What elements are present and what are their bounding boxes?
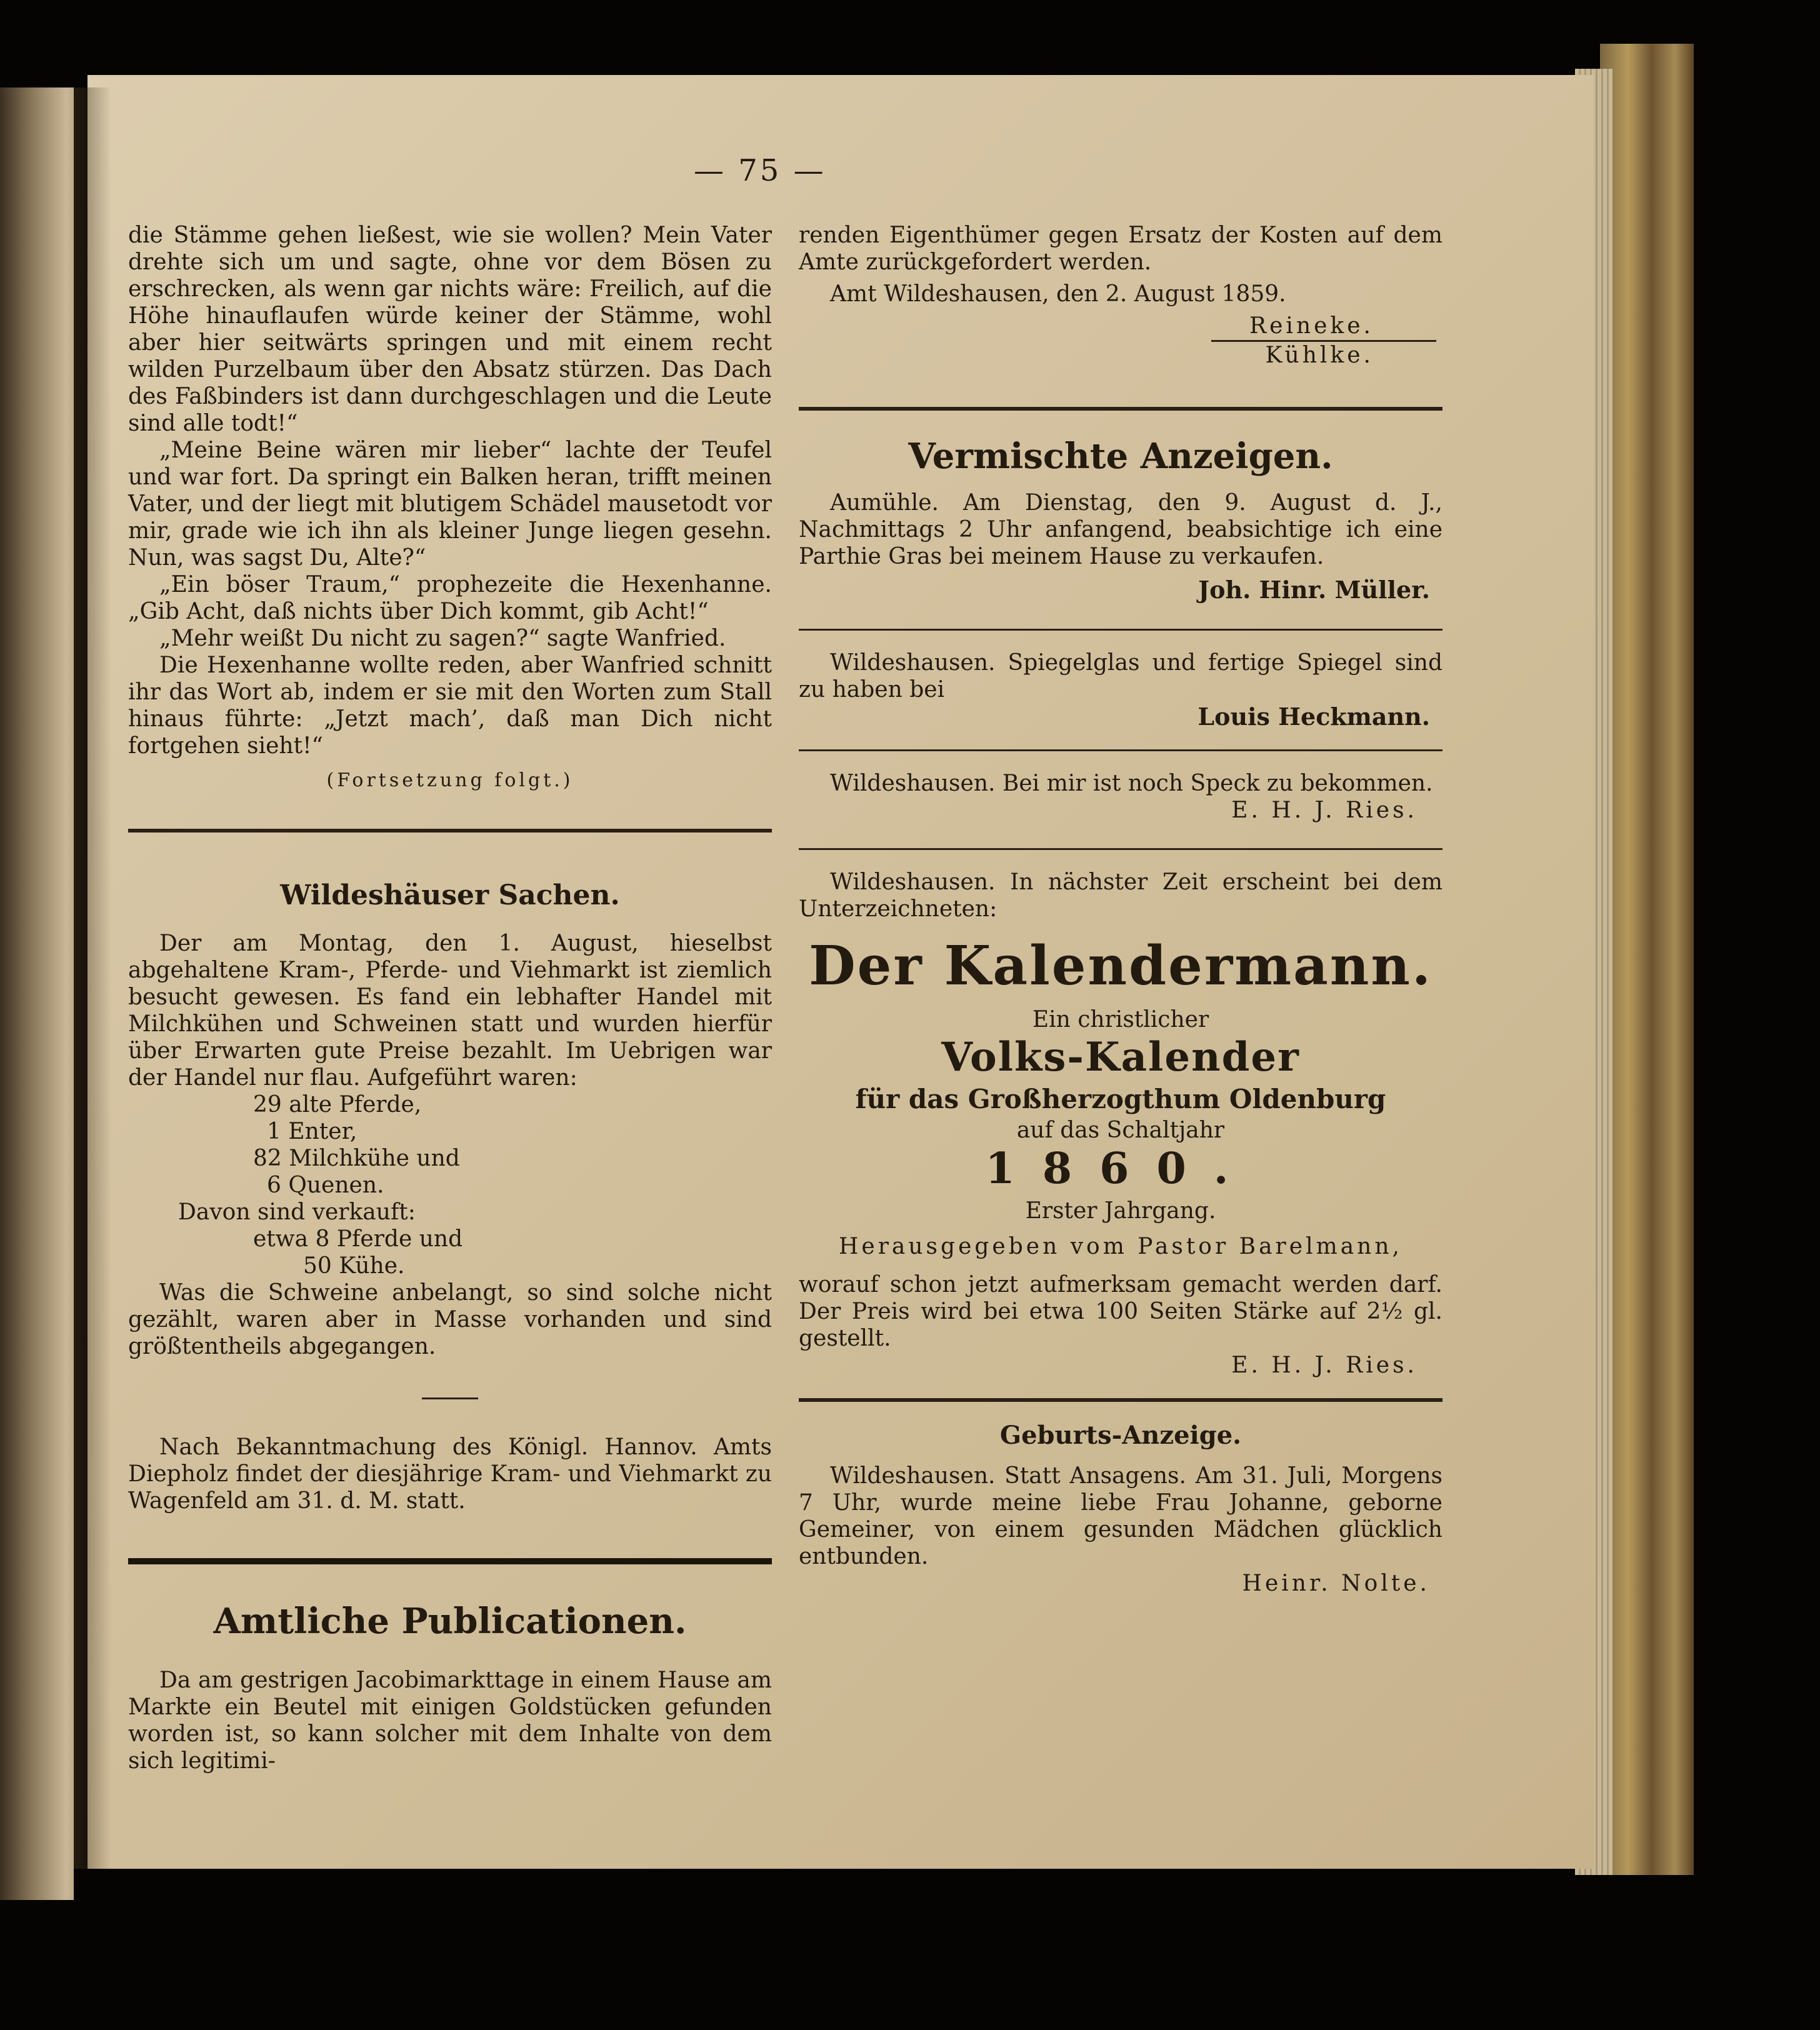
official-notice-continued: renden Eigenthümer gegen Ersatz der Kosten auf dem Amte zurückgefordert werden. (799, 222, 1442, 275)
calendar-note: worauf schon jetzt aufmerksam gemacht werden darf. Der Preis wird bei etwa 100 Seiten Stärke auf 2½ gl. gestellt. (799, 1272, 1442, 1351)
page-number: — 75 — (694, 153, 826, 188)
right-column (799, 222, 1442, 1598)
ad-rule (799, 848, 1442, 850)
section-rule-thick (128, 1558, 772, 1564)
calendar-title: Der Kalendermann. (809, 934, 1432, 998)
calendar-signature: E. H. J. Ries. (1231, 1352, 1418, 1378)
calendar-subtitle-1: Ein christlicher (1032, 1007, 1209, 1032)
ad-bacon-signature: E. H. J. Ries. (1231, 798, 1418, 823)
calendar-publisher: Herausgegeben vom Pastor Barelmann, (839, 1234, 1402, 1259)
mixed-ads-heading: Vermischte Anzeigen. (908, 436, 1333, 477)
official-signature-2: Kühlke. (1265, 342, 1374, 368)
ad-rule (799, 629, 1442, 631)
left-column (128, 222, 772, 1774)
story-paragraph-4: „Mehr weißt Du nicht zu sagen?“ sagte Wanfried. (159, 626, 726, 651)
ad-aumuehle: Aumühle. Am Dienstag, den 9. August d. J., Nachmittags 2 Uhr anfangend, beabsichtige ich eine Parthie Gras bei meinem Hause zu verkaufen. (799, 490, 1442, 569)
supplied-item: 1 Enter, (267, 1119, 358, 1144)
ad-calendar-intro: Wildeshausen. In nächster Zeit erscheint bei dem Unterzeichneten: (799, 869, 1442, 922)
story-paragraph-1: die Stämme gehen ließest, wie sie wollen? Mein Vater drehte sich um und sagte, ohne vor dem Bösen zu erschrecken, als wenn gar nichts wäre: Freilich, auf die Höhe hinauflaufen würde keiner der Stämme, wohl aber hier seitwärts springen und mit einem recht wilden Purzelbaum über den Absatz stürzen. Das Dach des Faßbinders ist dann durchgeschlagen und die Leute sind alle todt!“ (128, 222, 772, 436)
official-date: Amt Wildeshausen, den 2. August 1859. (830, 281, 1286, 307)
sold-item: 50 Kühe. (303, 1253, 405, 1279)
market-report: Der am Montag, den 1. August, hieselbst abgehaltene Kram-, Pferde- und Viehmarkt ist ziemlich besucht gewesen. Es fand ein lebhafter Handel mit Milchkühen und Schweinen statt und wurden hierfür über Erwarten gute Preise bezahlt. Im Uebrigen war der Handel nur flau. Aufgeführt waren: (128, 931, 772, 1091)
section-rule (799, 1398, 1442, 1402)
birth-notice-signature: Heinr. Nolte. (1242, 1571, 1430, 1596)
sold-label: Davon sind verkauft: (178, 1199, 416, 1225)
calendar-edition: Erster Jahrgang. (1025, 1198, 1216, 1224)
supplied-item: 6 Quenen. (267, 1172, 384, 1198)
birth-notice: Wildeshausen. Statt Ansagens. Am 31. Juli, Morgens 7 Uhr, wurde meine liebe Frau Johanne, geborne Gemeiner, von einem gesunden Mädchen glücklich entbunden. (799, 1463, 1442, 1569)
supplied-list (253, 1091, 772, 1199)
calendar-subtitle-2: für das Großherzogthum Oldenburg (855, 1084, 1386, 1114)
section-rule (128, 829, 772, 832)
supplied-item: 29 alte Pferde, (253, 1092, 422, 1118)
section-rule (799, 407, 1442, 411)
official-notice: Da am gestrigen Jacobimarkttage in einem Hause am Markte ein Beutel mit einigen Goldstücken gefunden worden ist, so kann solcher mit dem Inhalte von dem sich legitimi- (128, 1668, 772, 1774)
story-paragraph-2: „Meine Beine wären mir lieber“ lachte der Teufel und war fort. Da springt ein Balken heran, trifft meinen Vater, und der liegt mit blutigem Schädel mausetodt vor mir, grade wie ich ihn als kleiner Junge liegen gesehn. Nun, was sagst Du, Alte?“ (128, 438, 772, 571)
local-news-heading: Wildeshäuser Sachen. (280, 879, 620, 911)
book-cover-edge (1600, 44, 1694, 1875)
calendar-subtitle-3: auf das Schaltjahr (1016, 1118, 1225, 1143)
short-rule (422, 1398, 478, 1399)
calendar-volks-kalender: Volks-Kalender (941, 1034, 1300, 1081)
ad-bacon: Wildeshausen. Bei mir ist noch Speck zu bekommen. (830, 771, 1433, 796)
sold-list (253, 1226, 772, 1279)
birth-notice-heading: Geburts-Anzeige. (999, 1421, 1242, 1450)
left-page-edge (0, 88, 74, 1900)
official-publications-heading: Amtliche Publicationen. (213, 1601, 687, 1642)
ad-rule (799, 749, 1442, 751)
page-gutter-shadow (74, 88, 111, 1869)
diepholz-notice: Nach Bekanntmachung des Königl. Hannov. Amts Diepholz findet der diesjährige Kram- und Viehmarkt zu Wagenfeld am 31. d. M. statt. (128, 1434, 772, 1514)
story-continuation (128, 222, 772, 759)
continuation-note: (Fortsetzung folgt.) (326, 769, 574, 791)
ad-aumuehle-signature: Joh. Hinr. Müller. (1198, 576, 1430, 604)
pigs-report: Was die Schweine anbelangt, so sind solche nicht gezählt, waren aber in Masse vorhanden und sind größtentheils abgegangen. (128, 1280, 772, 1359)
supplied-item: 82 Milchkühe und (253, 1146, 460, 1171)
ad-mirrors: Wildeshausen. Spiegelglas und fertige Spiegel sind zu haben bei (799, 650, 1442, 702)
story-paragraph-3: „Ein böser Traum,“ prophezeite die Hexenhanne. „Gib Acht, daß nichts über Dich kommt, gib Acht!“ (128, 572, 772, 624)
sold-item: etwa 8 Pferde und (253, 1226, 463, 1252)
official-signature-1: Reineke. (1249, 313, 1374, 339)
story-paragraph-5: Die Hexenhanne wollte reden, aber Wanfried schnitt ihr das Wort ab, indem er sie mit den Worten zum Stall hinaus führte: „Jetzt mach’, daß man Dich nicht fortgehen sieht!“ (128, 652, 772, 759)
ad-mirrors-signature: Louis Heckmann. (1198, 702, 1430, 731)
calendar-year: 1860. (985, 1144, 1256, 1194)
